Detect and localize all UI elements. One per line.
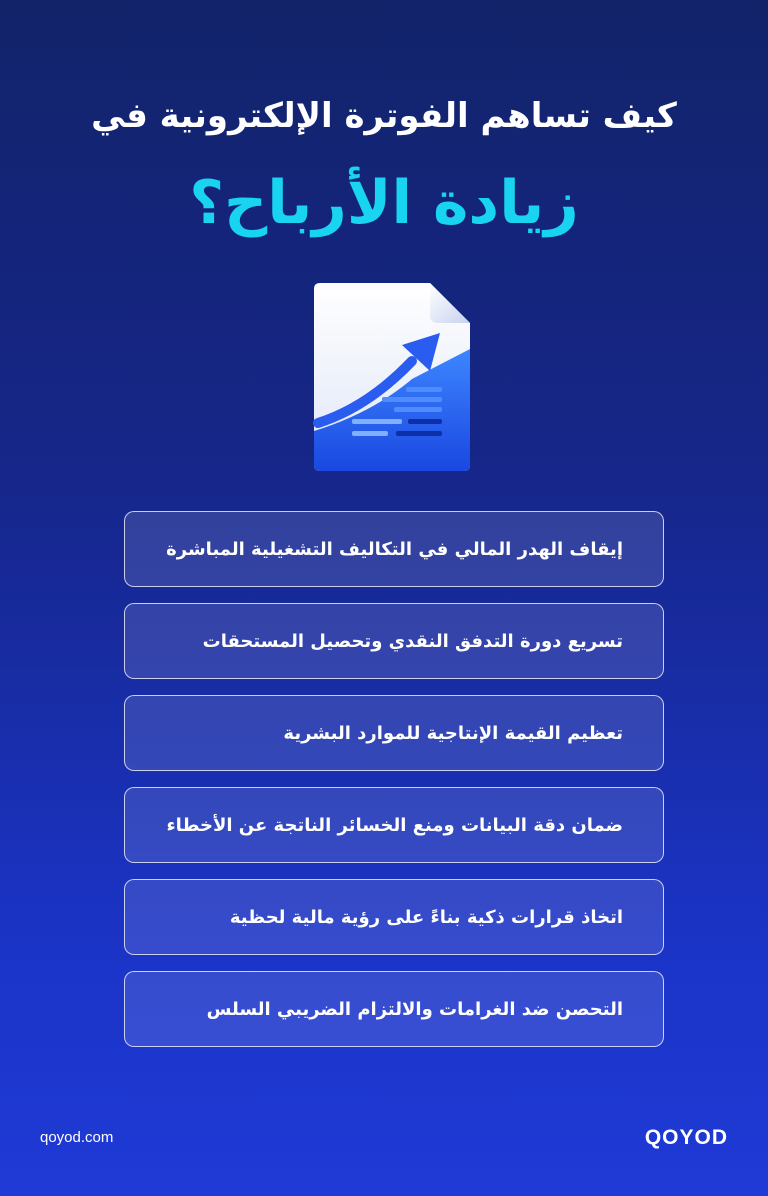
document-growth-arrow-icon	[312, 283, 474, 473]
list-item	[124, 695, 664, 771]
list-item	[124, 787, 664, 863]
benefits-list	[124, 511, 664, 1063]
list-item-label: التحصن ضد الغرامات والالتزام الضريبي السلس	[206, 998, 623, 1020]
list-item-label: تسريع دورة التدفق النقدي وتحصيل المستحقات	[202, 630, 623, 652]
list-item-label: ضمان دقة البيانات ومنع الخسائر الناتجة عن الأخطاء	[166, 814, 623, 836]
list-item	[124, 879, 664, 955]
list-item-label: اتخاذ قرارات ذكية بناءً على رؤية مالية لحظية	[229, 906, 623, 928]
list-item	[124, 603, 664, 679]
list-item	[124, 971, 664, 1047]
list-item-label: إيقاف الهدر المالي في التكاليف التشغيلية المباشرة	[166, 538, 623, 560]
list-item-label: تعظيم القيمة الإنتاجية للموارد البشرية	[283, 722, 623, 744]
website-url: qoyod.com	[40, 1129, 114, 1146]
page-title-highlight: زيادة الأرباح؟	[189, 168, 579, 238]
list-item	[124, 511, 664, 587]
brand-logo: QOYOD	[644, 1126, 728, 1149]
page-title: كيف تساهم الفوترة الإلكترونية في	[91, 96, 677, 136]
